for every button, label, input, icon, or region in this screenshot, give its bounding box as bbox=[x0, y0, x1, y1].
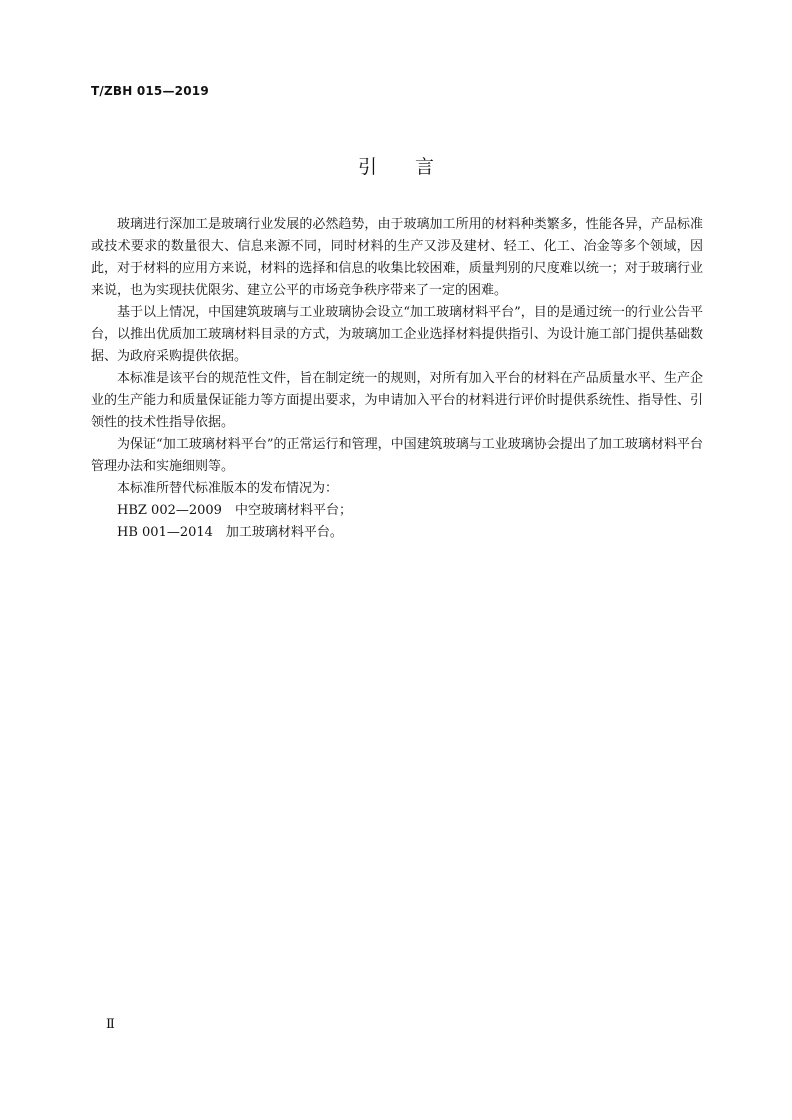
document-body bbox=[91, 214, 703, 544]
replaced-version-2: HB 001—2014 加工玻璃材料平台。 bbox=[117, 525, 343, 540]
page-title: 引言 bbox=[357, 156, 472, 178]
paragraph-3: 本标准是该平台的规范性文件，旨在制定统一的规则，对所有加入平台的材料在产品质量水平、生产企业的生产能力和质量保证能力等方面提出要求，为申请加入平台的材料进行评价时提供系统性、指导性、引领性的技术性指导依据。 bbox=[91, 371, 703, 430]
paragraph-2: 基于以上情况，中国建筑玻璃与工业玻璃协会设立“加工玻璃材料平台”，目的是通过统一的行业公告平台，以推出优质加工玻璃材料目录的方式，为玻璃加工企业选择材料提供指引、为设计施工部门提供基础数据、为政府采购提供依据。 bbox=[91, 305, 703, 364]
paragraph-4: 为保证“加工玻璃材料平台”的正常运行和管理，中国建筑玻璃与工业玻璃协会提出了加工玻璃材料平台管理办法和实施细则等。 bbox=[91, 437, 703, 474]
standard-code: T/ZBH 015—2019 bbox=[91, 84, 209, 98]
replaced-version-1: HBZ 002—2009 中空玻璃材料平台； bbox=[117, 503, 352, 518]
page-number: Ⅱ bbox=[106, 1017, 115, 1032]
paragraph-1: 玻璃进行深加工是玻璃行业发展的必然趋势，由于玻璃加工所用的材料种类繁多，性能各异，产品标准或技术要求的数量很大、信息来源不同，同时材料的生产又涉及建材、轻工、化工、冶金等多个领域，因此，对于材料的应用方来说，材料的选择和信息的收集比较困难，质量判别的尺度难以统一；对于玻璃行业来说，也为实现扶优限劣、建立公平的市场竞争秩序带来了一定的困难。 bbox=[91, 217, 703, 298]
paragraph-5: 本标准所替代标准版本的发布情况为： bbox=[117, 481, 339, 496]
